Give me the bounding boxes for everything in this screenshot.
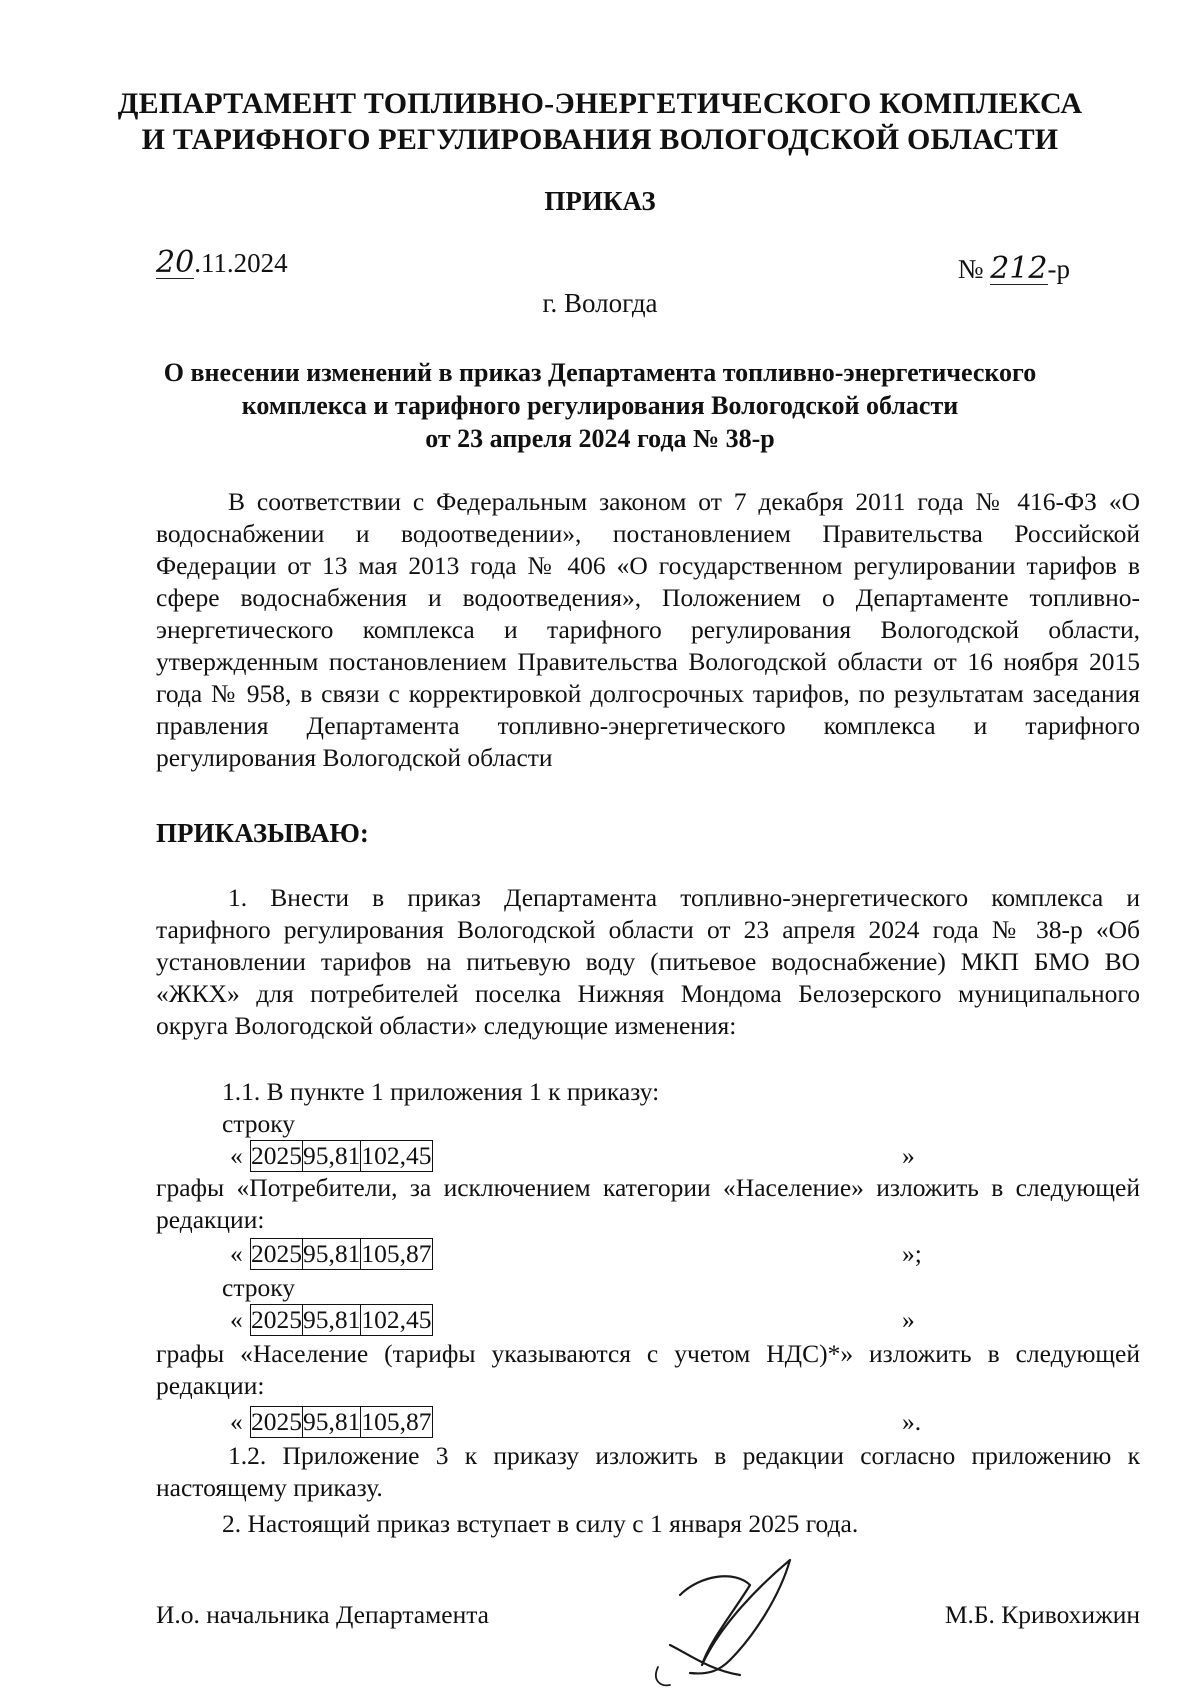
item1-text: 1. Внести в приказ Департамента топливно-энергетического комплекса и тарифного регулирования Вологодской области от 23 апреля 2024 года № 38-р «Об установлении тарифов на питьевую воду (питьевое водоснабжение) МКП БМО ВО «ЖКХ» для потребителей поселка Нижняя Мондома Белозерского муниципального округа Вологодской области» следующие изменения:	[156, 883, 1140, 1040]
cell-year: 2025	[251, 1305, 302, 1334]
document-type: ПРИКАЗ	[544, 186, 656, 216]
number-handwritten: 212	[990, 251, 1048, 286]
row-open-quote: «	[230, 1141, 243, 1170]
cell-value-2: 102,45	[361, 1305, 432, 1334]
item1-1-text: 1.1. В пункте 1 приложения 1 к приказу:	[222, 1077, 660, 1106]
subject-line3: от 23 апреля 2024 года № 38-р	[425, 424, 775, 453]
cell-value-1: 95,81	[303, 1305, 361, 1334]
department-header-line1: ДЕПАРТАМЕНТ ТОПЛИВНО-ЭНЕРГЕТИЧЕСКОГО КОМПЛЕКСА	[117, 87, 1083, 120]
signatory-title: И.о. начальника Департамента	[156, 1600, 489, 1629]
row-open-quote: «	[230, 1305, 243, 1334]
cell-value-1: 95,81	[303, 1407, 361, 1436]
signatory-name: М.Б. Кривохижин	[944, 1600, 1140, 1629]
handwritten-signature-icon	[640, 1555, 820, 1690]
document-number	[957, 251, 1070, 286]
cell-value-1: 95,81	[303, 1239, 361, 1268]
stroku-label-1: строку	[222, 1109, 296, 1138]
stroku-label-2: строку	[222, 1273, 296, 1302]
document-subject	[0, 356, 1200, 455]
item1-2-text: 1.2. Приложение 3 к приказу изложить в редакции согласно приложению к настоящему приказу.	[156, 1441, 1140, 1502]
item1-block	[156, 882, 1140, 1042]
item2-text: 2. Настоящий приказ вступает в силу с 1 января 2025 года.	[222, 1509, 859, 1538]
graph1-text: графы «Потребители, за исключением категории «Население» изложить в следующей редакции:	[156, 1173, 1140, 1234]
tariff-table-3	[250, 1304, 433, 1336]
order-command: ПРИКАЗЫВАЮ:	[156, 818, 369, 848]
tariff-table-1	[250, 1140, 433, 1172]
cell-value-2: 105,87	[361, 1239, 432, 1268]
row-open-quote: «	[230, 1407, 243, 1436]
cell-value-2: 105,87	[361, 1407, 432, 1436]
item1-2-block	[156, 1440, 1140, 1504]
cell-year: 2025	[251, 1239, 302, 1268]
subject-line1: О внесении изменений в приказ Департамента топливно-энергетического	[163, 358, 1037, 387]
cell-year: 2025	[251, 1141, 302, 1170]
department-header	[0, 86, 1200, 158]
graph2-block	[156, 1338, 1140, 1402]
graph2-text: графы «Население (тарифы указываются с учетом НДС)*» изложить в следующей редакции:	[156, 1339, 1140, 1400]
row-open-quote: «	[230, 1239, 243, 1268]
date-rest: .11.2024	[194, 248, 288, 278]
number-prefix: №	[957, 254, 984, 284]
preamble-block	[156, 486, 1140, 774]
tariff-table-4	[250, 1406, 433, 1438]
tariff-table-2	[250, 1238, 433, 1270]
subject-line2: комплекса и тарифного регулирования Вологодской области	[241, 391, 959, 420]
date-day-handwritten: 20	[156, 245, 195, 280]
cell-value-2: 102,45	[361, 1141, 432, 1170]
department-header-line2: И ТАРИФНОГО РЕГУЛИРОВАНИЯ ВОЛОГОДСКОЙ ОБЛАСТИ	[141, 123, 1059, 156]
row-close-quote: »	[902, 1305, 915, 1334]
cell-year: 2025	[251, 1407, 302, 1436]
number-suffix: -р	[1047, 254, 1070, 284]
graph1-block	[156, 1172, 1140, 1236]
row-close-quote: »	[902, 1141, 915, 1170]
row-close-quote: »;	[902, 1239, 922, 1268]
row-close-quote: ».	[902, 1407, 922, 1436]
preamble-text: В соответствии с Федеральным законом от 7 декабря 2011 года № 416-ФЗ «О водоснабжении и водоотведении», постановлением Правительства Российской Федерации от 13 мая 2013 года № 406 «О государственном регулировании тарифов в сфере водоснабжения и водоотведения», Положением о Департаменте топливно-энергетического комплекса и тарифного регулирования Вологодской области, утвержденным постановлением Правительства Вологодской области от 16 ноября 2015 года № 958, в связи с корректировкой долгосрочных тарифов, по результатам заседания правления Департамента топливно-энергетического комплекса и тарифного регулирования Вологодской области	[156, 487, 1140, 772]
document-city: г. Вологда	[542, 288, 658, 318]
document-date	[156, 245, 288, 280]
cell-value-1: 95,81	[303, 1141, 361, 1170]
